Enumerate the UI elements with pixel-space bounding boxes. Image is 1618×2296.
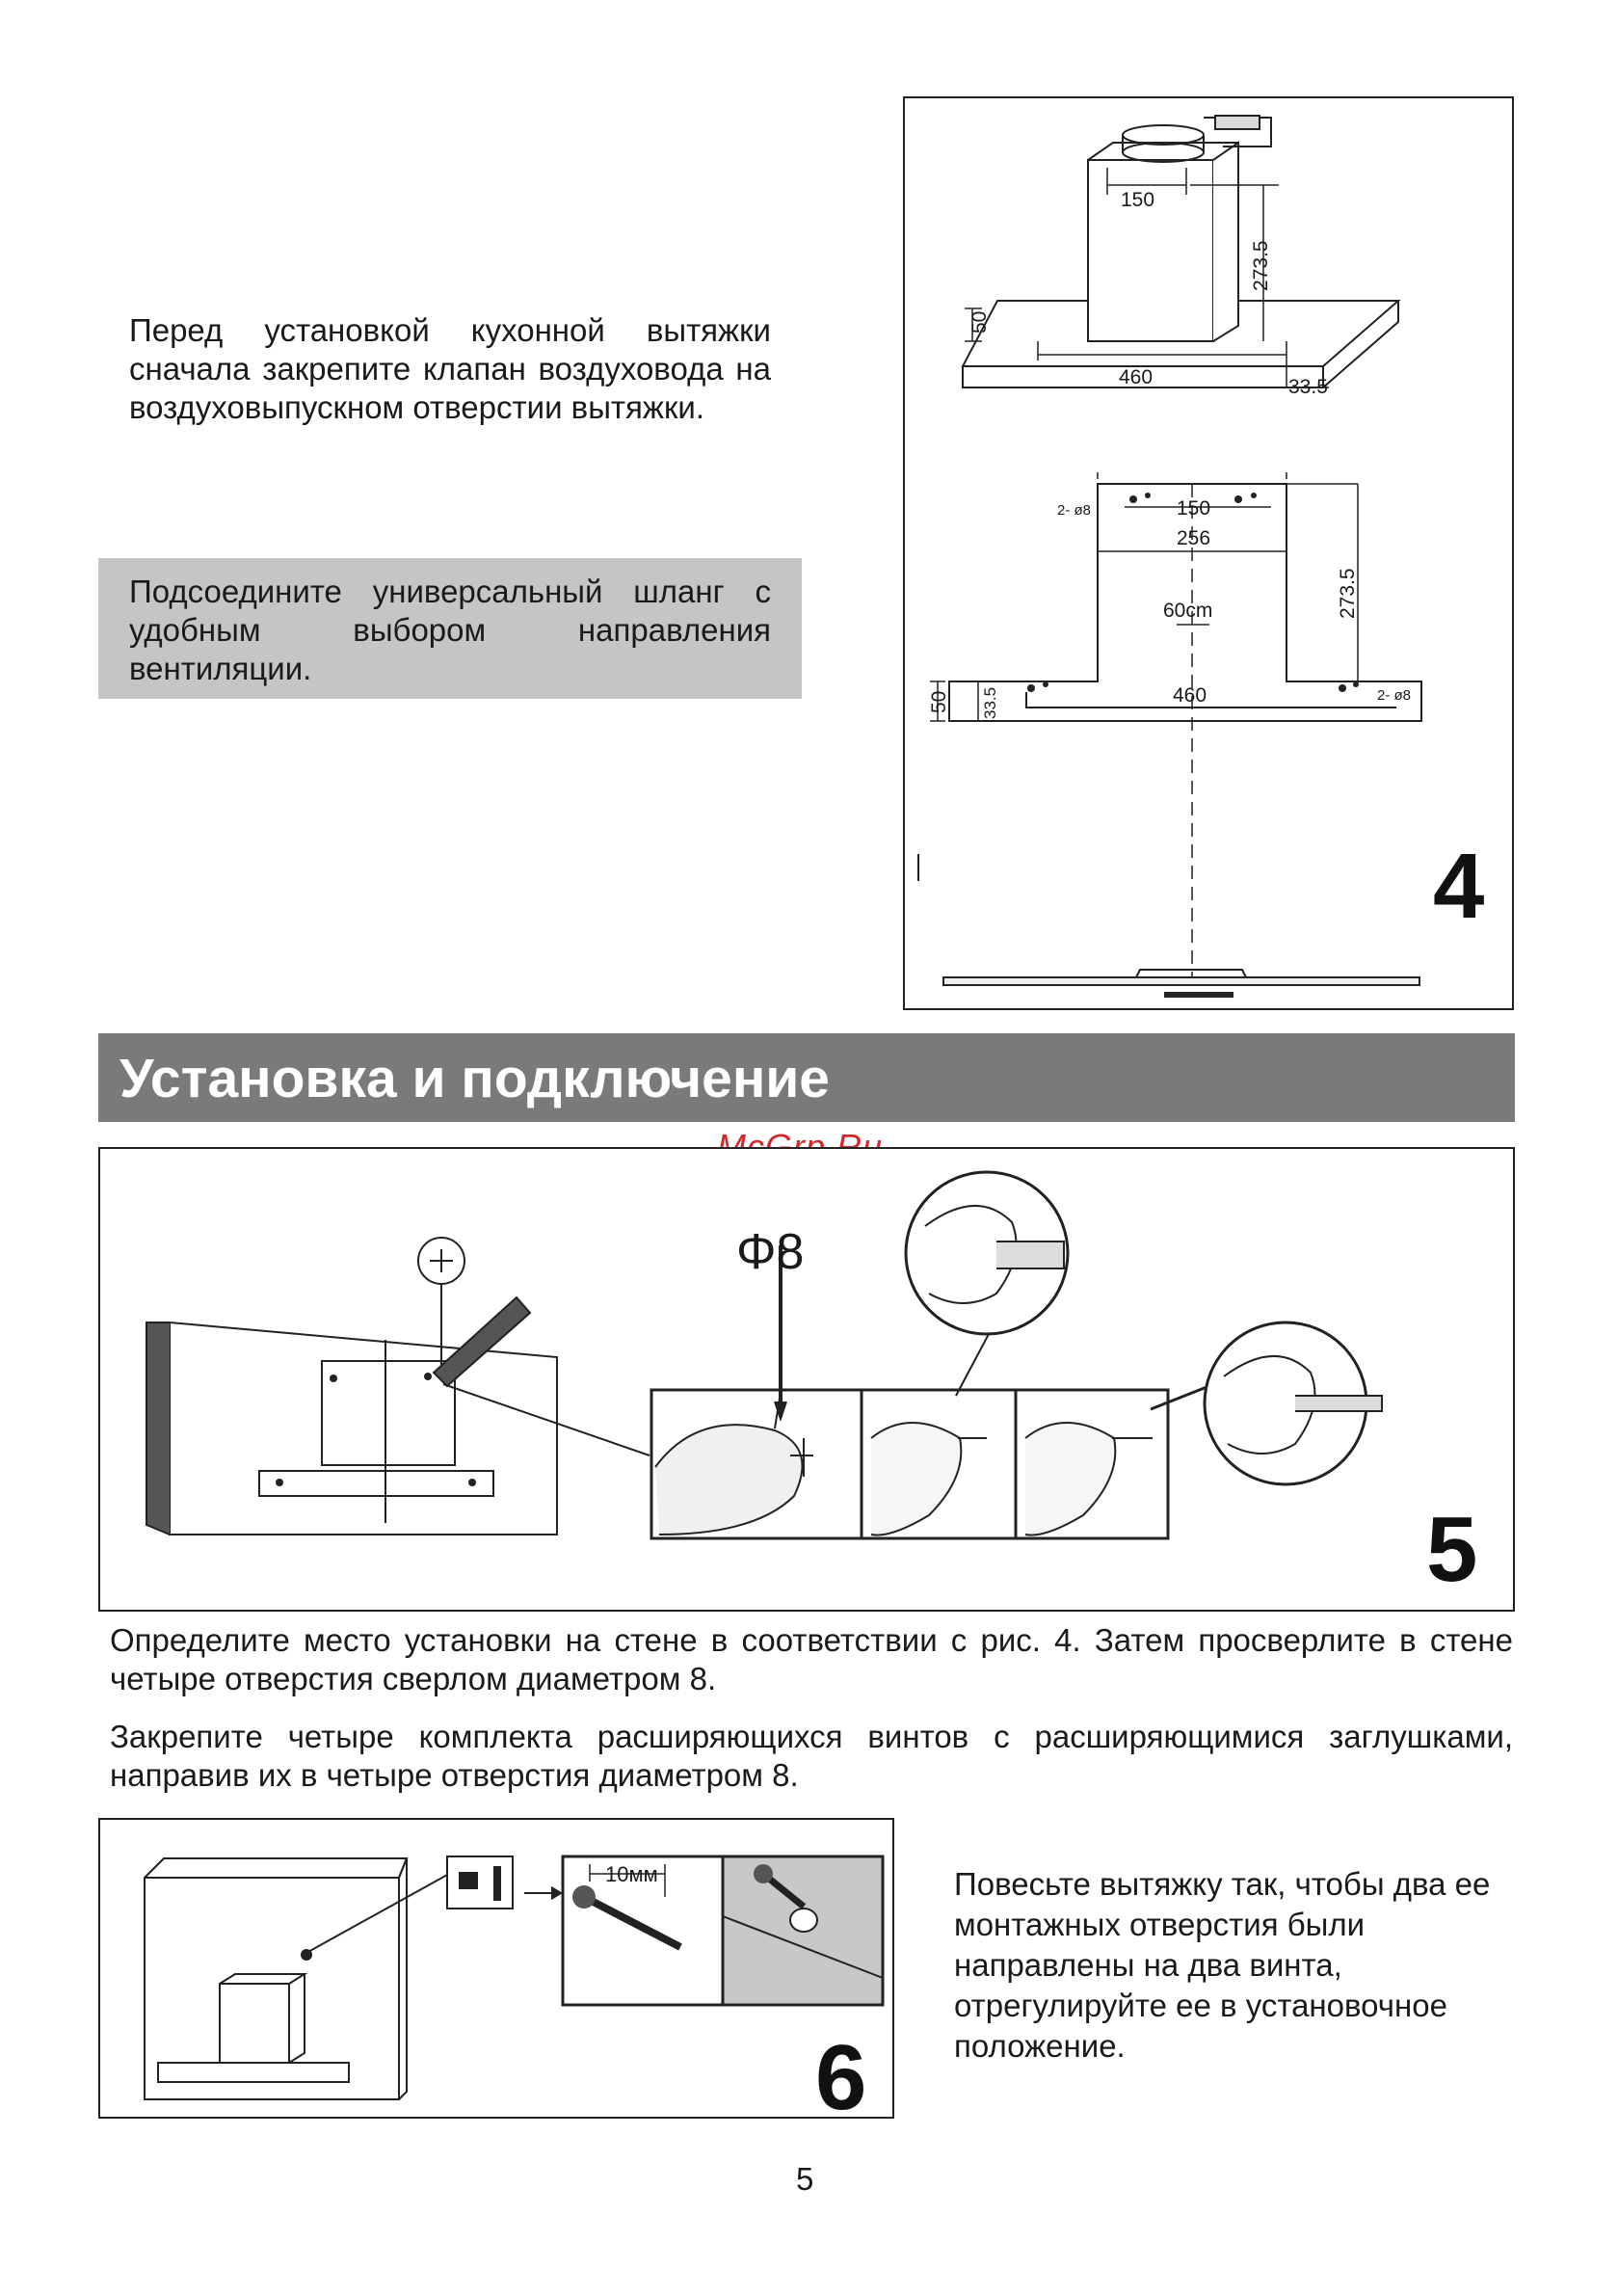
hole-label-b: 2- ø8	[1377, 687, 1412, 704]
figure-5-number: 5	[1426, 1498, 1478, 1601]
dim-50-front: 50	[928, 690, 950, 713]
figure-5-frame	[98, 1147, 1515, 1612]
zoom-circle-2	[1205, 1322, 1382, 1484]
dim-150-front: 150	[1177, 497, 1211, 520]
gap-label: 10мм	[605, 1862, 658, 1886]
hood-perspective	[963, 116, 1398, 387]
dim-60cm: 60cm	[1163, 600, 1213, 622]
dim-33-front: 33.5	[981, 686, 999, 719]
figure-5-drawing	[100, 1149, 1517, 1614]
intro-paragraph-2: Подсоедините универсальный шланг с удобным выбором направления вентиляции.	[129, 574, 771, 686]
dim-273-front: 273.5	[1337, 568, 1359, 619]
drill-label: Φ8	[736, 1224, 805, 1280]
instruction-2: Закрепите четыре комплекта расширяющихся винтов с расширяющимися заглушками, направив их в четыре отверстия диаметром 8.	[110, 1719, 1513, 1793]
dim-150-top: 150	[1121, 189, 1155, 211]
dim-460-front: 460	[1173, 684, 1207, 707]
dim-33-top: 33.5	[1288, 376, 1328, 398]
icon-box	[447, 1856, 513, 1909]
instruction-1: Определите место установки на стене в соответствии с рис. 4. Затем просверлите в стене четыре отверстия сверлом диаметром 8.	[110, 1622, 1513, 1696]
dim-273-top: 273.5	[1250, 240, 1272, 291]
figure-6-drawing	[100, 1820, 896, 2129]
intro-paragraph-1: Перед установкой кухонной вытяжки сначала закрепите клапан воздуховода на воздуховыпускном отверстии вытяжки.	[129, 312, 771, 425]
figure-4-number: 4	[1433, 835, 1485, 938]
wall-template	[146, 1238, 650, 1535]
page-number: 5	[796, 2161, 814, 2197]
section-title: Установка и подключение	[119, 1048, 830, 1109]
dim-50-top: 50	[968, 310, 991, 334]
figure-6-frame	[98, 1818, 894, 2129]
hole-label-a: 2- ø8	[1057, 502, 1092, 519]
cooktop	[918, 854, 1419, 997]
hang-instruction: Повесьте вытяжку так, чтобы два ее монтажных отверстия были направлены на два винта, отрегулируйте ее в установочное положение.	[954, 1866, 1491, 2064]
figure-4-frame	[903, 96, 1514, 1010]
dim-460-top: 460	[1119, 366, 1154, 388]
figure-6-number: 6	[815, 2026, 867, 2129]
zoom-circle-1	[906, 1172, 1068, 1334]
dim-256: 256	[1177, 527, 1211, 549]
figure-4-drawing	[905, 98, 1516, 1012]
